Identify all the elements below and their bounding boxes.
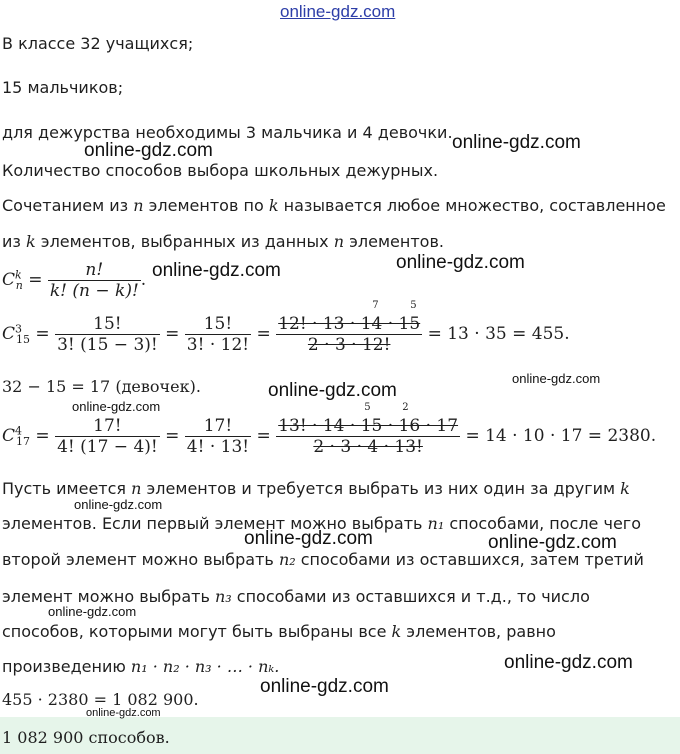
text-line-product: 455 · 2380 = 1 082 900.	[2, 690, 199, 709]
watermark-6: online-gdz.com	[268, 380, 397, 401]
text-line-rule-5: способов, которыми могут быть выбраны все k элементов, равно	[2, 622, 556, 641]
text-line-rule-4: элемент можно выбрать n₃ способами из оставшихся и т.д., то число	[2, 587, 590, 606]
watermark-7: online-gdz.com	[72, 399, 161, 414]
text-line-rule-2: элементов. Если первый элемент можно выбрать n₁ способами, после чего	[2, 514, 641, 533]
watermark-10: online-gdz.com	[488, 532, 617, 553]
text-line-definition-1: Сочетанием из n элементов по k называется любое множество, составленное	[2, 196, 666, 215]
watermark-8: online-gdz.com	[74, 497, 163, 512]
text-line-boys: 15 мальчиков;	[2, 78, 124, 97]
text-line-question: Количество способов выбора школьных дежурных.	[2, 161, 439, 180]
watermark-2: online-gdz.com	[84, 140, 213, 161]
watermark-5: online-gdz.com	[512, 371, 601, 386]
text-line-rule-1: Пусть имеется n элементов и требуется выбрать из них один за другим k	[2, 479, 630, 498]
text-line-rule-6: произведению n₁ · n₂ · n₃ · … · nₖ.	[2, 657, 280, 676]
watermark-14: online-gdz.com	[86, 707, 161, 719]
watermark-9: online-gdz.com	[244, 528, 373, 549]
watermark-3: online-gdz.com	[396, 252, 525, 273]
watermark-1: online-gdz.com	[452, 132, 581, 153]
header-watermark-link[interactable]: online-gdz.com	[280, 2, 396, 21]
text-line-definition-2: из k элементов, выбранных из данных n элементов.	[2, 232, 444, 251]
text-line-girls-count: 32 − 15 = 17 (девочек).	[2, 377, 201, 396]
text-line-answer: 1 082 900 способов.	[2, 728, 170, 747]
formula-combination-definition: $C^k_n$ = $\frac{n!}{k! (n - k)!}$ .	[2, 260, 147, 301]
text-line-class-size: В классе 32 учащихся;	[2, 34, 194, 53]
text-line-duty-need: для дежурства необходимы 3 мальчика и 4 девочки.	[2, 123, 453, 142]
watermark-13: online-gdz.com	[260, 676, 389, 697]
watermark-11: online-gdz.com	[48, 604, 137, 619]
formula-boys-combinations: $C^3_{15}$ = $\frac{15!}{3! (15 - 3)!}$ = $\frac{15!}{3! \cdot 12!}$ = 7 5 12! · 13 · 14 · 15 2 · 3 · 12! = 13 · 35 = 455.	[2, 300, 570, 355]
formula-girls-combinations: $C^4_{17}$ = $\frac{17!}{4! (17 - 4)!}$ = $\frac{17!}{4! \cdot 13!}$ = 5 2 13! · 14 · 15 · 16 · 17 2 · 3 · 4 · 13! = 14 · 10 · 17 = 2380.	[2, 402, 657, 457]
watermark-4: online-gdz.com	[152, 260, 281, 281]
watermark-12: online-gdz.com	[504, 652, 633, 673]
text-line-rule-3: второй элемент можно выбрать n₂ способами из оставшихся, затем третий	[2, 550, 644, 569]
